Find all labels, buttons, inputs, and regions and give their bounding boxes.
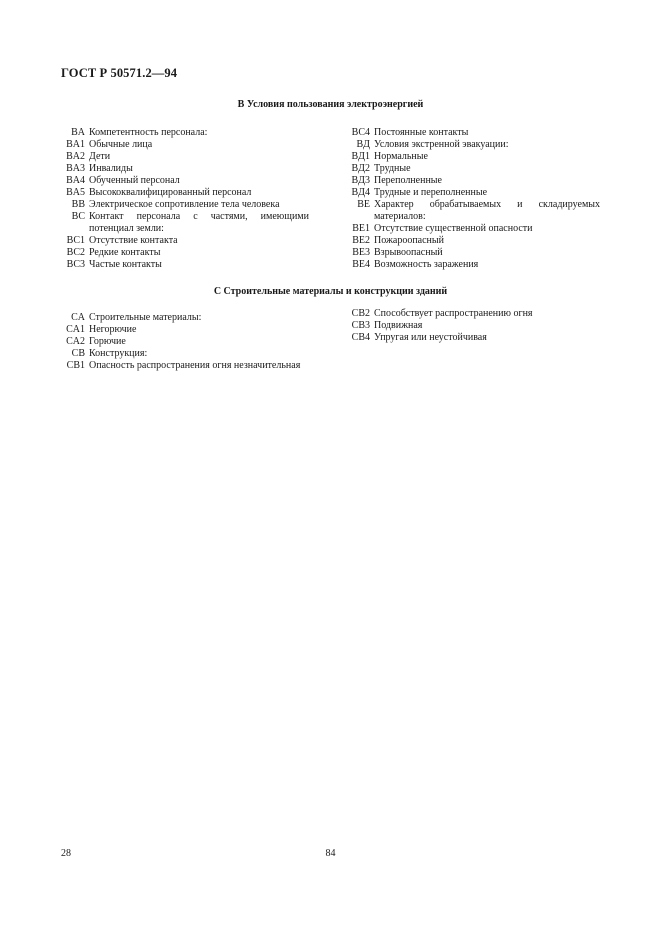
list-item — [61, 259, 309, 271]
item-code: BC1 — [66, 235, 85, 246]
document-header: ГОСТ Р 50571.2—94 — [61, 66, 178, 80]
item-label: Нормальные — [374, 151, 428, 162]
list-item — [61, 211, 309, 235]
item-label: Постоянные контакты — [374, 127, 469, 138]
item-label: Строительные материалы: — [89, 312, 202, 323]
item-label: Высококвалифицированный персонал — [89, 187, 252, 198]
item-code: BE4 — [352, 259, 370, 270]
item-label: Электрическое сопротивление тела человека — [89, 199, 280, 210]
list-item — [61, 247, 309, 259]
item-code: BC2 — [66, 247, 85, 258]
section-c-title: C Строительные материалы и конструкции зданий — [213, 286, 448, 297]
item-label: Конструкция: — [89, 348, 148, 359]
list-item — [342, 199, 600, 223]
list-item — [61, 187, 309, 199]
item-code: BE1 — [352, 223, 370, 234]
section-b-left-column — [61, 127, 309, 271]
list-item — [61, 199, 309, 211]
list-item — [342, 163, 600, 175]
item-label: Дети — [89, 151, 111, 162]
section-c-left-column — [61, 312, 309, 372]
item-code: CA2 — [66, 336, 85, 347]
item-label: Подвижная — [374, 320, 423, 331]
item-code: BД2 — [351, 163, 370, 174]
item-code: BA — [71, 127, 85, 138]
list-item — [342, 139, 600, 151]
item-code: BA4 — [66, 175, 85, 186]
list-item — [342, 320, 600, 332]
item-code: BД4 — [351, 187, 370, 198]
item-code: BД1 — [351, 151, 370, 162]
item-code: BA3 — [66, 163, 85, 174]
item-label: Отсутствие контакта — [89, 235, 178, 246]
item-label: Возможность заражения — [374, 259, 479, 270]
list-item — [61, 324, 309, 336]
item-label: Частые контакты — [89, 259, 162, 270]
section-c-right-column — [342, 308, 600, 344]
item-code: BE2 — [352, 235, 370, 246]
list-item — [61, 348, 309, 360]
item-code: BA2 — [66, 151, 85, 162]
list-item — [61, 163, 309, 175]
list-item — [342, 223, 600, 235]
list-item — [342, 247, 600, 259]
item-code: CB3 — [351, 320, 370, 331]
list-item — [342, 235, 600, 247]
item-label: Характер обрабатываемых и складируемых материалов: — [374, 199, 600, 222]
item-code: BB — [71, 199, 85, 210]
list-item — [61, 360, 309, 372]
page-number: 84 — [325, 848, 336, 859]
item-code: CB1 — [66, 360, 85, 371]
list-item — [342, 308, 600, 320]
list-item — [342, 175, 600, 187]
item-code: CA1 — [66, 324, 85, 335]
item-label: Пожароопасный — [374, 235, 444, 246]
list-item — [61, 235, 309, 247]
item-code: BA1 — [66, 139, 85, 150]
item-label: Редкие контакты — [89, 247, 161, 258]
item-code: BE3 — [352, 247, 370, 258]
item-code: BД — [356, 139, 370, 150]
list-item — [61, 127, 309, 139]
item-label: Условия экстренной эвакуации: — [374, 139, 509, 150]
item-label: Негорючие — [89, 324, 137, 335]
list-item — [342, 151, 600, 163]
list-item — [61, 175, 309, 187]
item-label: Обычные лица — [89, 139, 153, 150]
item-code: BC3 — [66, 259, 85, 270]
list-item — [61, 312, 309, 324]
section-b-right-column — [342, 127, 600, 271]
item-code: CB2 — [351, 308, 370, 319]
item-label: Трудные и переполненные — [374, 187, 488, 198]
section-b-title: B Условия пользования электроэнергией — [237, 99, 424, 110]
list-item — [342, 187, 600, 199]
item-label: Трудные — [374, 163, 411, 174]
list-item — [342, 332, 600, 344]
item-label: Взрывоопасный — [374, 247, 443, 258]
list-item — [342, 127, 600, 139]
item-label: Переполненные — [374, 175, 442, 186]
item-label: Горючие — [89, 336, 126, 347]
item-code: CB — [71, 348, 85, 359]
footer-left-number: 28 — [61, 848, 71, 859]
item-label: Способствует распространению огня — [374, 308, 533, 319]
item-code: BA5 — [66, 187, 85, 198]
item-code: BC4 — [351, 127, 370, 138]
item-code: BC — [71, 211, 85, 222]
item-code: CB4 — [351, 332, 370, 343]
item-label: Опасность распространения огня незначительная — [89, 360, 301, 371]
list-item — [61, 139, 309, 151]
item-label: Инвалиды — [89, 163, 133, 174]
item-label: Отсутствие существенной опасности — [374, 223, 533, 234]
item-label: Компетентность персонала: — [89, 127, 208, 138]
item-label: Контакт персонала с частями, имеющими потенциал земли: — [89, 211, 309, 234]
item-code: CA — [71, 312, 85, 323]
list-item — [61, 336, 309, 348]
item-code: BД3 — [351, 175, 370, 186]
item-label: Упругая или неустойчивая — [374, 332, 487, 343]
item-code: BE — [357, 199, 370, 210]
list-item — [61, 151, 309, 163]
item-label: Обученный персонал — [89, 175, 180, 186]
list-item — [342, 259, 600, 271]
